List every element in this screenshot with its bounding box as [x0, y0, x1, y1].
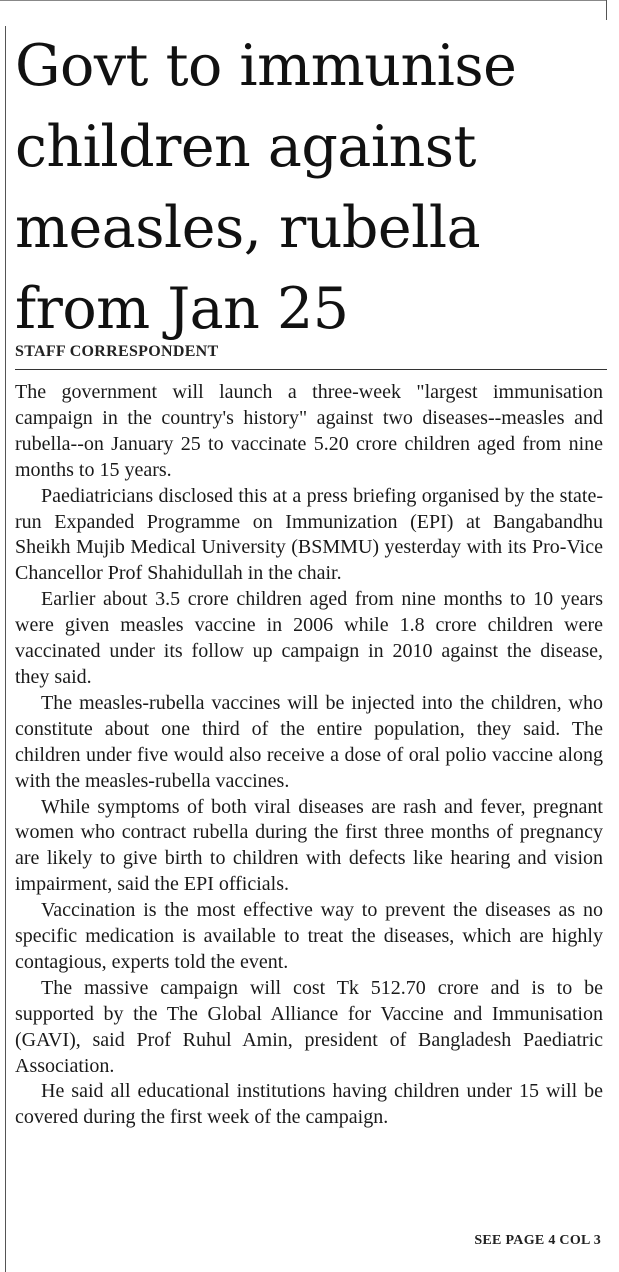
article-paragraph: The government will launch a three-week "largest immunisation campaign in the country's history" against two diseases--measles and rubella--on January 25 to vaccinate 5.20 crore children aged from nine months to 15 years.: [15, 381, 603, 481]
top-border-rule: [0, 0, 607, 1]
article-paragraph: He said all educational institutions having children under 15 will be covered during the first week of the campaign.: [15, 1080, 603, 1129]
article-paragraph: Vaccination is the most effective way to prevent the diseases as no specific medication is available to treat the diseases, which are highly contagious, experts told the event.: [15, 899, 603, 973]
article-paragraph: The measles-rubella vaccines will be injected into the children, who constitute about one third of the entire population, they said. The children under five would also receive a dose of oral polio vaccine along with the measles-rubella vaccines.: [15, 691, 603, 792]
article-body: [15, 380, 603, 1131]
headline-line: measles, rubella: [15, 195, 481, 261]
headline-line: from Jan 25: [15, 276, 349, 342]
headline: [15, 26, 607, 350]
left-border-rule: [5, 26, 6, 1272]
continuation-note: SEE PAGE 4 COL 3: [474, 1233, 601, 1248]
article-paragraph: The massive campaign will cost Tk 512.70 crore and is to be supported by the The Global Alliance for Vaccine and Immunisation (GAVI), said Prof Ruhul Amin, president of Bangladesh Paediatric Association.: [15, 976, 603, 1077]
article-paragraph: Earlier about 3.5 crore children aged from nine months to 10 years were given measles vaccine in 2006 while 1.8 crore children were vaccinated under its follow up campaign in 2010 against the disease, they said.: [15, 588, 603, 688]
byline: STAFF CORRESPONDENT: [15, 343, 219, 360]
article-paragraph: While symptoms of both viral diseases are rash and fever, pregnant women who contract rubella during the first three months of pregnancy are likely to give birth to children with defects like hearing and vision impairment, said the EPI officials.: [15, 795, 603, 896]
headline-line: children against: [15, 114, 476, 180]
right-border-rule: [606, 0, 607, 20]
headline-line: Govt to immunise: [15, 33, 517, 99]
article-paragraph: Paediatricians disclosed this at a press briefing organised by the state-run Expanded Programme on Immunization (EPI) at Bangabandhu Sheikh Mujib Medical University (BSMMU) yesterday with its Pro-Vice Chancellor Prof Shahidullah in the chair.: [15, 484, 603, 585]
byline-divider: [15, 369, 607, 370]
